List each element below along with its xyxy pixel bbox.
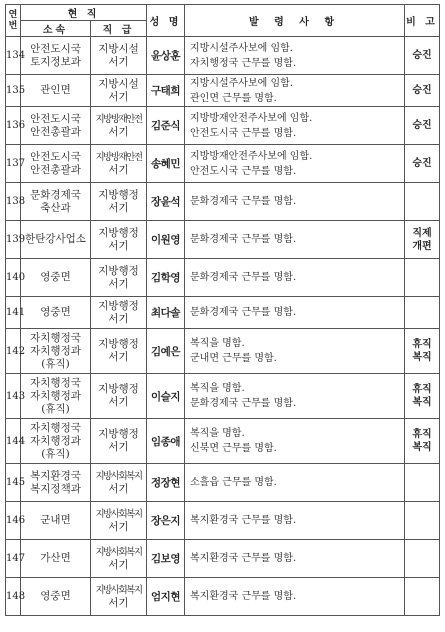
- row-number: 143: [6, 374, 21, 419]
- header-grade: 직 급: [91, 21, 147, 37]
- dept-cell-line: 안전도시국: [30, 42, 81, 55]
- table-row: [6, 37, 440, 75]
- grade-cell-line: 지방방재안전: [95, 151, 142, 163]
- row-number: 146: [6, 502, 21, 540]
- note-cell: [405, 464, 440, 502]
- grade-cell-line: 지방행정: [98, 226, 139, 239]
- person-name: 김학영: [147, 259, 185, 297]
- order-content: [185, 183, 405, 221]
- table-body: [6, 37, 440, 616]
- table-header: [6, 5, 440, 37]
- personnel-order-table: [5, 4, 440, 616]
- dept-cell: [21, 374, 91, 419]
- grade-cell-line: 지방시설: [98, 42, 139, 55]
- dept-cell-line: 안전도시국: [30, 112, 81, 125]
- dept-cell-line: 군내면: [40, 514, 71, 526]
- order-content-line: 문화경제국 근무를 명함.: [190, 196, 297, 207]
- row-number: 142: [6, 329, 21, 374]
- note-cell: [405, 329, 440, 374]
- grade-cell-line: 지방행정: [98, 299, 139, 312]
- header-content: 발 령 사 항: [185, 5, 405, 37]
- dept-cell-line: (휴직): [41, 402, 70, 415]
- order-content-line: 소흘읍 근무를 명함.: [190, 477, 277, 488]
- note-cell-line: 복직: [412, 397, 432, 408]
- order-content: [185, 145, 405, 183]
- order-content-line: 지방방재안전주사보에 임함.: [190, 112, 313, 124]
- note-cell-line: 휴직: [412, 429, 432, 440]
- person-name: 임종애: [147, 419, 185, 464]
- note-cell-line: 복직: [412, 352, 432, 363]
- header-name: 성 명: [147, 5, 185, 37]
- grade-cell-line: 서기: [108, 596, 129, 609]
- dept-cell: [21, 578, 91, 616]
- table-row: [6, 145, 440, 183]
- note-cell-line: 휴직: [412, 339, 432, 350]
- note-cell: [405, 578, 440, 616]
- table-row: [6, 540, 440, 578]
- note-cell: [405, 502, 440, 540]
- order-content-line: 안전도시국 근무를 명함.: [190, 165, 297, 177]
- person-name: 정장현: [147, 464, 185, 502]
- dept-cell-line: 축산과: [40, 201, 71, 214]
- grade-cell-line: 서기: [108, 201, 129, 214]
- grade-cell-line: 지방행정: [98, 428, 139, 440]
- grade-cell-line: 지방사회복지: [95, 546, 142, 558]
- grade-cell: [91, 37, 147, 75]
- person-name: 김준식: [147, 107, 185, 145]
- note-cell-line: 복직: [412, 442, 432, 453]
- dept-cell-line: 문화경제국: [30, 188, 81, 201]
- table-row: [6, 107, 440, 145]
- order-content: [185, 578, 405, 616]
- note-cell: [405, 221, 440, 259]
- order-content-line: 문화경제국 근무를 명함.: [190, 272, 297, 283]
- dept-cell: [21, 183, 91, 221]
- note-cell: [405, 540, 440, 578]
- table-row: [6, 502, 440, 540]
- dept-cell: [21, 221, 91, 259]
- row-number: 135: [6, 75, 21, 107]
- grade-cell: [91, 259, 147, 297]
- dept-cell-line: 자치행정과: [30, 389, 81, 402]
- order-content-line: 문화경제국 근무를 명함.: [190, 234, 297, 245]
- table-row: [6, 374, 440, 419]
- dept-cell: [21, 297, 91, 329]
- order-content: [185, 502, 405, 540]
- person-name: 장윤석: [147, 183, 185, 221]
- order-content-line: 복직을 명함.: [190, 383, 245, 394]
- grade-cell-line: 서기: [108, 312, 129, 325]
- row-number: 138: [6, 183, 21, 221]
- dept-cell-line: 자치행정과: [30, 434, 81, 447]
- dept-cell-line: 토지정보과: [30, 55, 81, 68]
- dept-cell-line: (휴직): [41, 447, 70, 460]
- row-number: 134: [6, 37, 21, 75]
- note-cell-line: 승진: [412, 120, 432, 131]
- order-content-line: 문화경제국 근무를 명함.: [190, 307, 297, 318]
- note-cell: [405, 107, 440, 145]
- person-name: 엄지현: [147, 578, 185, 616]
- order-content: [185, 419, 405, 464]
- dept-cell-line: 자치행정국: [30, 376, 81, 389]
- grade-cell: [91, 75, 147, 107]
- row-number: 139: [6, 221, 21, 259]
- table-row: [6, 297, 440, 329]
- person-name: 김예은: [147, 329, 185, 374]
- header-current: 현 직: [21, 5, 147, 21]
- dept-cell-line: 안전총괄과: [30, 163, 81, 176]
- order-content-line: 자치행정국 근무를 명함.: [190, 57, 297, 69]
- dept-cell-line: 관인면: [40, 84, 71, 96]
- dept-cell-line: 자치행정국: [30, 421, 81, 434]
- grade-cell-line: 서기: [108, 277, 129, 290]
- grade-cell-line: 서기: [108, 558, 129, 571]
- note-cell: [405, 297, 440, 329]
- grade-cell: [91, 464, 147, 502]
- table-row: [6, 329, 440, 374]
- order-content-line: 지방시설주사보에 임함.: [190, 77, 293, 89]
- grade-cell-line: 지방행정: [98, 383, 139, 395]
- dept-cell: [21, 145, 91, 183]
- order-content-line: 복직을 명함.: [190, 428, 245, 439]
- grade-cell: [91, 329, 147, 374]
- grade-cell-line: 지방사회복지: [95, 470, 142, 482]
- order-content: [185, 37, 405, 75]
- person-name: 윤상훈: [147, 37, 185, 75]
- grade-cell-line: 지방행정: [98, 188, 139, 201]
- dept-cell: [21, 419, 91, 464]
- note-cell: [405, 37, 440, 75]
- grade-cell: [91, 419, 147, 464]
- note-cell-line: 승진: [412, 158, 432, 169]
- order-content: [185, 540, 405, 578]
- person-name: 장은지: [147, 502, 185, 540]
- dept-cell-line: 영중면: [40, 590, 71, 602]
- row-number: 137: [6, 145, 21, 183]
- grade-cell-line: 서기: [108, 351, 129, 363]
- order-content-line: 복지환경국 근무를 명함.: [190, 591, 297, 602]
- order-content: [185, 464, 405, 502]
- dept-cell: [21, 107, 91, 145]
- note-cell: [405, 374, 440, 419]
- order-content: [185, 221, 405, 259]
- row-number: 148: [6, 578, 21, 616]
- grade-cell: [91, 145, 147, 183]
- grade-cell-line: 서기: [108, 55, 129, 68]
- note-cell: [405, 183, 440, 221]
- order-content-line: 안전도시국 근무를 명함.: [190, 127, 297, 139]
- order-content: [185, 297, 405, 329]
- order-content-line: 군내면 근무를 명함.: [190, 353, 277, 364]
- grade-cell: [91, 502, 147, 540]
- dept-cell-line: 영중면: [40, 306, 71, 318]
- grade-cell-line: 서기: [108, 239, 129, 252]
- dept-cell-line: 안전도시국: [30, 150, 81, 163]
- dept-cell-line: 가산면: [40, 552, 71, 564]
- person-name: 송혜민: [147, 145, 185, 183]
- personnel-order-sheet: [5, 4, 439, 616]
- note-cell: [405, 259, 440, 297]
- dept-cell: [21, 259, 91, 297]
- grade-cell-line: 지방사회복지: [95, 508, 142, 520]
- person-name: 이슬지: [147, 374, 185, 419]
- order-content: [185, 75, 405, 107]
- note-cell-line: 승진: [412, 50, 432, 61]
- note-cell-line: 직제: [412, 227, 432, 239]
- dept-cell: [21, 75, 91, 107]
- grade-cell: [91, 297, 147, 329]
- order-content: [185, 259, 405, 297]
- order-content: [185, 329, 405, 374]
- grade-cell: [91, 183, 147, 221]
- note-cell: [405, 75, 440, 107]
- dept-cell-line: (휴직): [41, 357, 70, 370]
- row-number: 141: [6, 297, 21, 329]
- dept-cell: [21, 464, 91, 502]
- dept-cell: [21, 502, 91, 540]
- dept-cell: [21, 37, 91, 75]
- grade-cell-line: 지방방재안전: [95, 113, 142, 125]
- table-row: [6, 75, 440, 107]
- grade-cell-line: 지방사회복지: [95, 584, 142, 596]
- grade-cell: [91, 374, 147, 419]
- table-row: [6, 419, 440, 464]
- order-content-line: 지방시설주사보에 임함.: [190, 42, 293, 54]
- grade-cell: [91, 107, 147, 145]
- grade-cell-line: 서기: [108, 125, 129, 138]
- grade-cell: [91, 578, 147, 616]
- person-name: 김보영: [147, 540, 185, 578]
- order-content-line: 신북면 근무를 명함.: [190, 443, 277, 454]
- dept-cell: [21, 540, 91, 578]
- order-content-line: 복지환경국 근무를 명함.: [190, 553, 297, 564]
- grade-cell-line: 서기: [108, 163, 129, 176]
- grade-cell-line: 서기: [108, 396, 129, 408]
- note-cell-line: 승진: [412, 85, 432, 96]
- order-content-line: 복직을 명함.: [190, 338, 245, 349]
- table-row: [6, 464, 440, 502]
- table-row: [6, 221, 440, 259]
- order-content-line: 문화경제국 근무를 명함.: [190, 398, 297, 409]
- header-note: 비 고: [405, 5, 440, 37]
- grade-cell-line: 지방시설: [98, 77, 139, 90]
- grade-cell-line: 지방행정: [98, 338, 139, 350]
- person-name: 최다솔: [147, 297, 185, 329]
- dept-cell-line: 안전총괄과: [30, 125, 81, 138]
- order-content: [185, 374, 405, 419]
- dept-cell-line: 한탄강사업소: [25, 233, 86, 245]
- order-content-line: 복지환경국 근무를 명함.: [190, 515, 297, 526]
- table-row: [6, 578, 440, 616]
- note-cell: [405, 419, 440, 464]
- order-content: [185, 107, 405, 145]
- header-no: 연 번: [6, 5, 21, 37]
- person-name: 이원영: [147, 221, 185, 259]
- order-content-line: 관인면 근무를 명함.: [190, 92, 277, 104]
- dept-cell-line: 복지환경국: [30, 469, 81, 482]
- grade-cell: [91, 221, 147, 259]
- table-row: [6, 259, 440, 297]
- table-row: [6, 183, 440, 221]
- row-number: 144: [6, 419, 21, 464]
- grade-cell: [91, 540, 147, 578]
- person-name: 구태희: [147, 75, 185, 107]
- note-cell: [405, 145, 440, 183]
- grade-cell-line: 서기: [108, 520, 129, 533]
- header-dept: 소속: [21, 21, 91, 37]
- grade-cell-line: 서기: [108, 482, 129, 495]
- dept-cell-line: 자치행정국: [30, 331, 81, 344]
- grade-cell-line: 서기: [108, 90, 129, 103]
- order-content-line: 지방방재안전주사보에 임함.: [190, 150, 313, 162]
- dept-cell-line: 영중면: [40, 271, 71, 283]
- row-number: 140: [6, 259, 21, 297]
- grade-cell-line: 지방행정: [98, 264, 139, 277]
- dept-cell: [21, 329, 91, 374]
- dept-cell-line: 자치행정과: [30, 344, 81, 357]
- dept-cell-line: 복지정책과: [30, 482, 81, 495]
- row-number: 136: [6, 107, 21, 145]
- row-number: 147: [6, 540, 21, 578]
- note-cell-line: 개편: [412, 240, 432, 252]
- note-cell-line: 휴직: [412, 384, 432, 395]
- row-number: 145: [6, 464, 21, 502]
- grade-cell-line: 서기: [108, 441, 129, 453]
